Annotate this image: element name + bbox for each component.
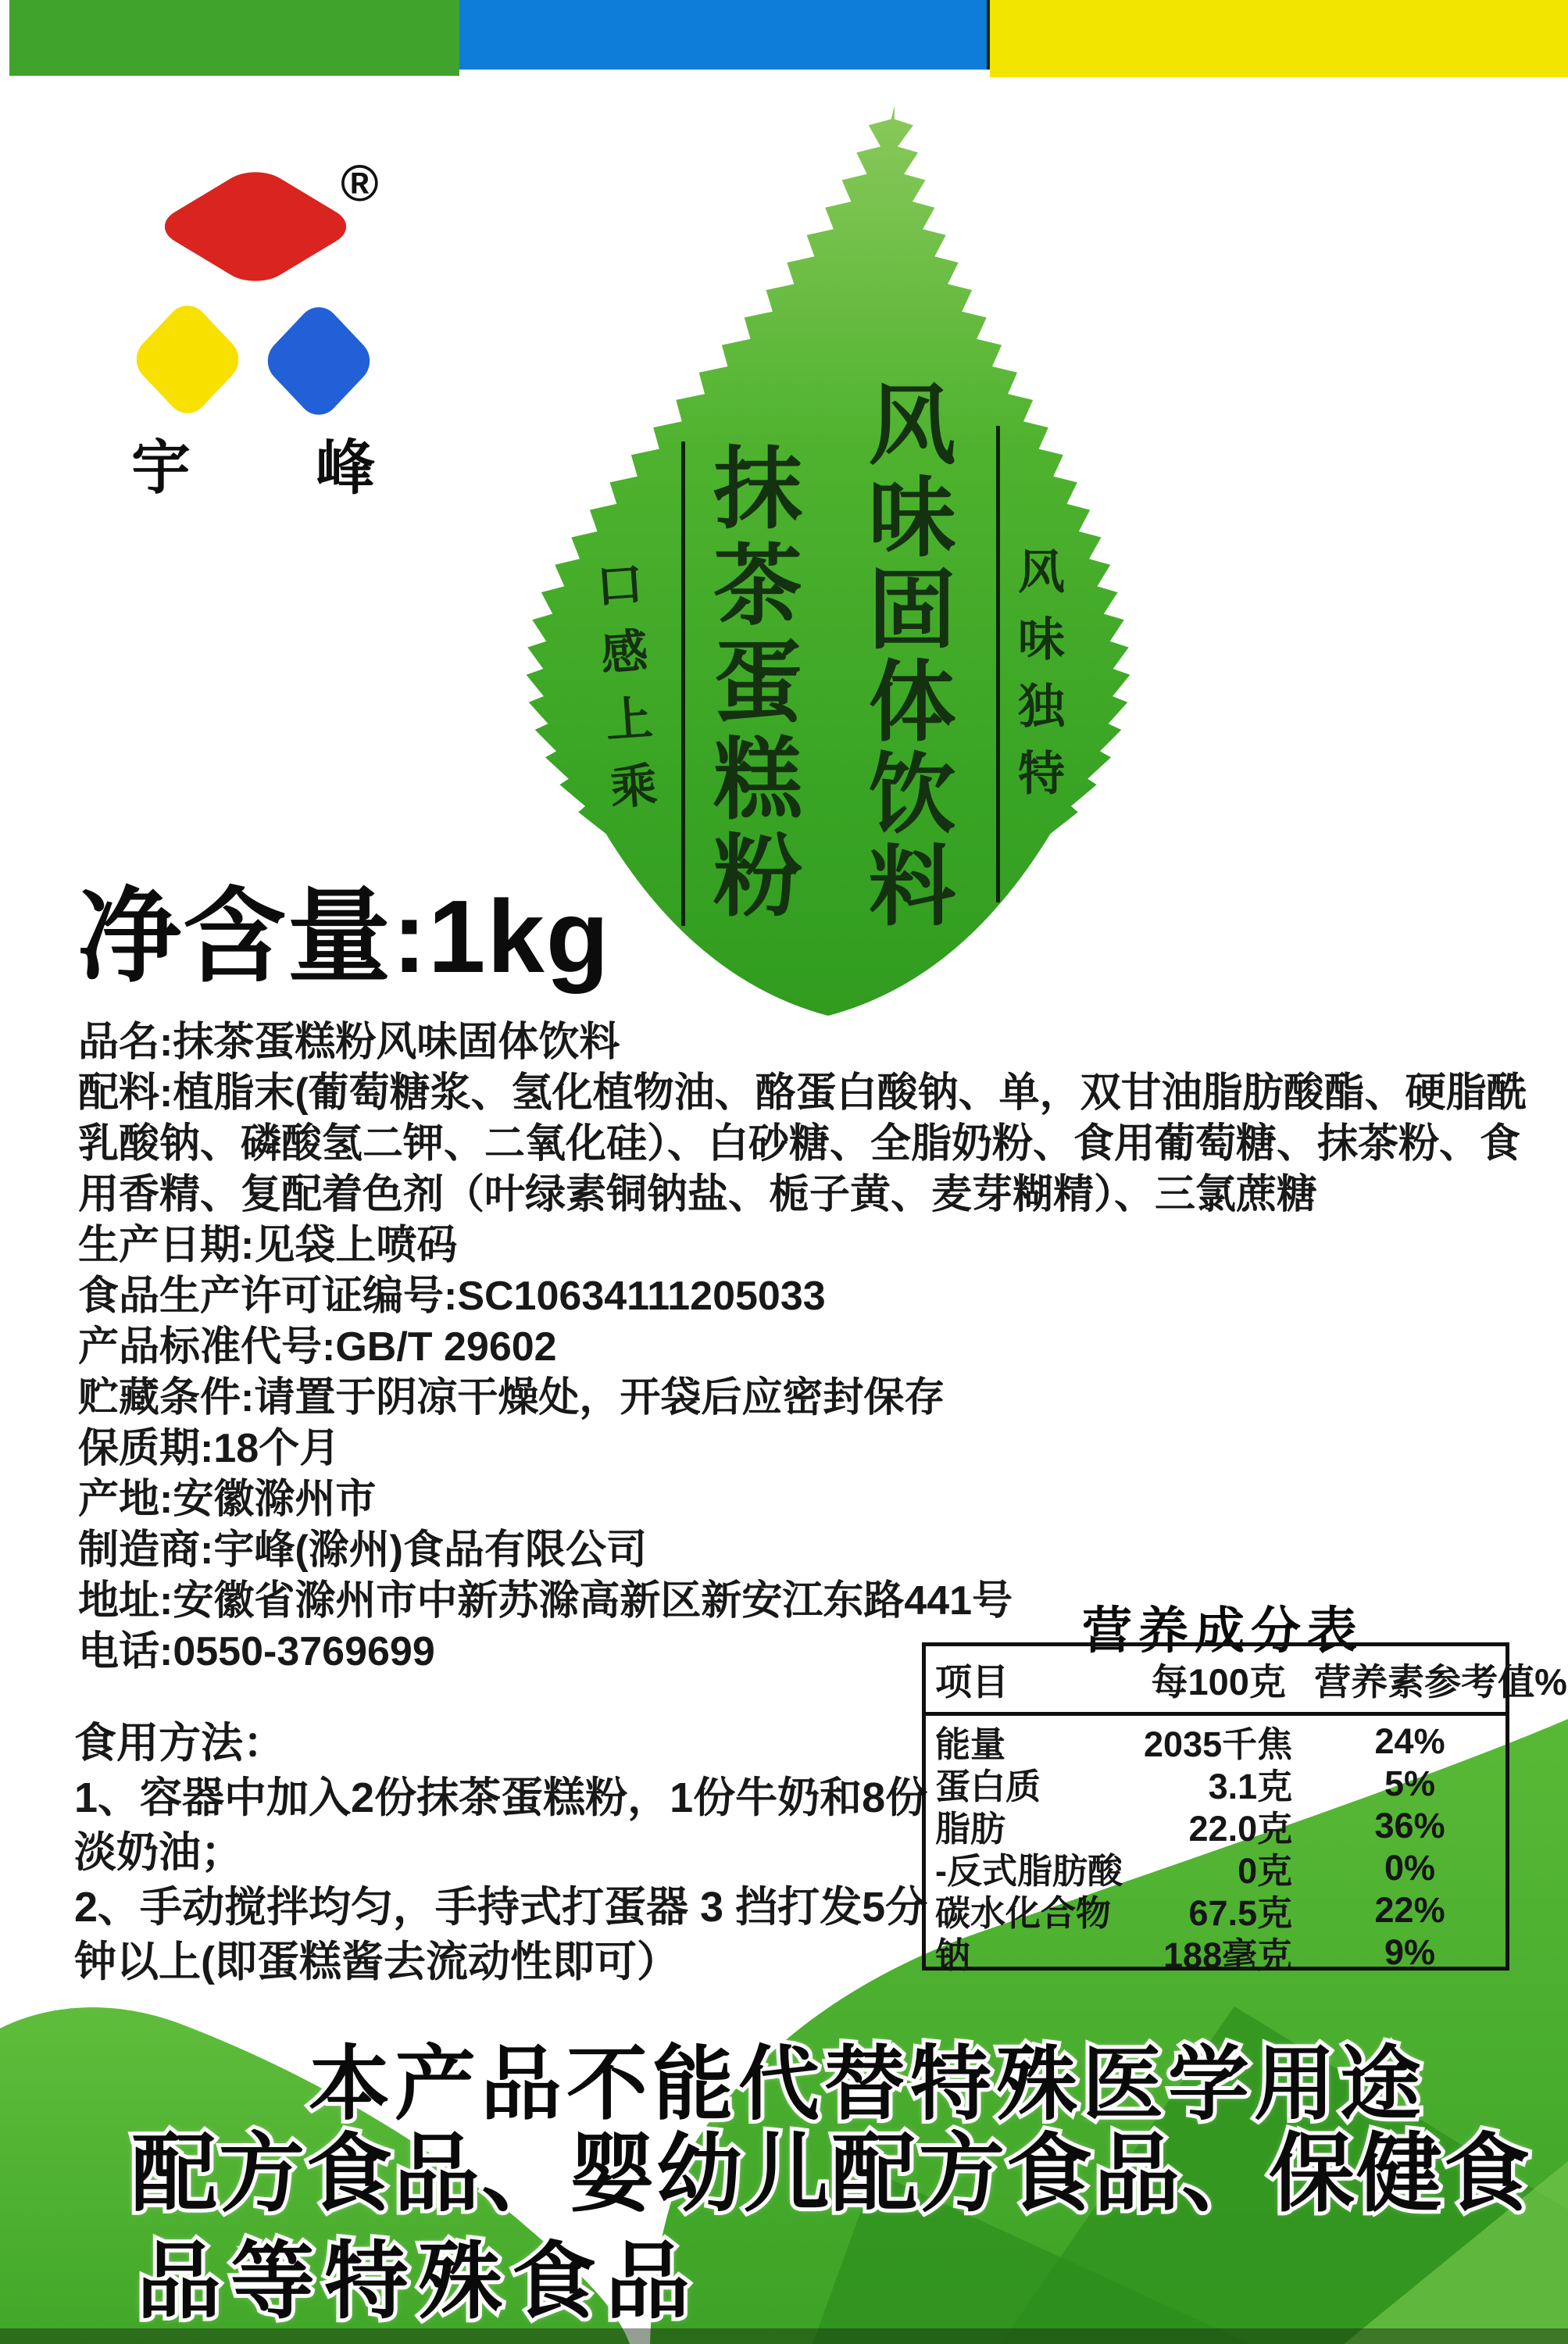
info-line: 产品标准代号:GB/T 29602 bbox=[78, 1324, 557, 1370]
nutrition-table-header bbox=[926, 1646, 1567, 1716]
nutrient-nrv: 9% bbox=[1384, 1931, 1436, 1972]
warning-line: 配方食品、婴幼儿配方食品、保健食 bbox=[131, 2126, 1531, 2222]
leaf-divider-line bbox=[681, 441, 685, 926]
nutrient-name: 脂肪 bbox=[935, 1809, 1006, 1849]
nutrition-header-per100: 每100克 bbox=[1151, 1660, 1286, 1703]
product-name-column-1: 抹茶蛋糕粉 bbox=[700, 441, 799, 926]
nutrient-value: 3.1克 bbox=[1208, 1767, 1293, 1806]
usage-line: 淡奶油； bbox=[74, 1829, 243, 1876]
nutrient-name: -反式脂肪酸 bbox=[935, 1851, 1123, 1891]
logo-cube-top-red bbox=[151, 163, 361, 289]
nutrient-value: 2035千焦 bbox=[1144, 1724, 1293, 1764]
info-line: 用香精、复配着色剂（叶绿素铜钠盐、栀子黄、麦芽糊精）、三氯蔗糖 bbox=[78, 1172, 1318, 1217]
nutrient-value: 0克 bbox=[1238, 1851, 1293, 1891]
leaf-graphic bbox=[539, 105, 1117, 1016]
nutrition-row bbox=[926, 1927, 1505, 1975]
logo-cube-left-yellow bbox=[128, 296, 248, 422]
nutrient-name: 蛋白质 bbox=[935, 1767, 1041, 1806]
top-strip-blue bbox=[459, 0, 987, 70]
info-line: 乳酸钠、磷酸氢二钾、二氧化硅）、白砂糖、全脂奶粉、食用葡萄糖、抹茶粉、食 bbox=[78, 1121, 1521, 1167]
nutrition-row bbox=[926, 1758, 1505, 1806]
info-line: 食品生产许可证编号:SC10634111205033 bbox=[78, 1274, 826, 1319]
leaf-slogan-right: 风味独特 bbox=[1012, 547, 1064, 816]
nutrient-value: 188毫克 bbox=[1163, 1935, 1293, 1975]
nutrition-title: 营养成分表 bbox=[1082, 1603, 1363, 1659]
leaf-slogan-left: 口感上乘 bbox=[588, 559, 659, 831]
brand-char-2: 峰 bbox=[316, 435, 375, 502]
brand-name bbox=[131, 420, 375, 506]
info-line: 贮藏条件:请置于阴凉干燥处，开袋后应密封保存 bbox=[78, 1375, 945, 1420]
usage-line: 1、容器中加入2份抹茶蛋糕粉，1份牛奶和8份 bbox=[74, 1774, 928, 1821]
nutrition-row bbox=[926, 1716, 1505, 1764]
info-line: 品名:抹茶蛋糕粉风味固体饮料 bbox=[78, 1020, 620, 1065]
info-line: 保质期:18个月 bbox=[78, 1426, 341, 1471]
leaf-divider-line bbox=[996, 426, 1000, 902]
warning-line: 品等特殊食品 bbox=[137, 2234, 700, 2328]
nutrient-nrv: 0% bbox=[1384, 1847, 1436, 1888]
product-info-block bbox=[78, 1017, 1563, 1678]
product-name-column-2: 风味固体饮料 bbox=[856, 379, 954, 932]
nutrient-nrv: 36% bbox=[1374, 1805, 1445, 1846]
usage-line: 钟以上(即蛋糕酱去流动性即可） bbox=[74, 1938, 679, 1985]
warning-line: 本产品不能代替特殊医学用途 bbox=[309, 2039, 1427, 2130]
nutrition-header-nrv: 营养素参考值% bbox=[1314, 1660, 1567, 1703]
net-weight: 净含量:1kg bbox=[78, 879, 611, 994]
registered-trademark-icon: ® bbox=[341, 154, 379, 212]
info-line: 产地:安徽滁州市 bbox=[78, 1477, 377, 1522]
usage-line: 2、手动搅拌均匀，手持式打蛋器 3 挡打发5分 bbox=[74, 1884, 928, 1931]
info-line: 生产日期:见袋上喷码 bbox=[78, 1223, 458, 1268]
nutrition-row bbox=[926, 1842, 1505, 1891]
info-line: 制造商:宇峰(滁州)食品有限公司 bbox=[78, 1528, 647, 1573]
nutrient-name: 碳水化合物 bbox=[935, 1893, 1112, 1933]
nutrient-value: 67.5克 bbox=[1188, 1893, 1293, 1933]
nutrition-table bbox=[922, 1642, 1567, 1975]
usage-title: 食用方法： bbox=[74, 1720, 285, 1767]
info-line: 配料:植脂末(葡萄糖浆、氢化植物油、酪蛋白酸钠、单，双甘油脂肪酸酯、硬脂酰 bbox=[78, 1070, 1527, 1116]
nutrient-name: 钠 bbox=[935, 1935, 971, 1975]
nutrition-row bbox=[926, 1885, 1505, 1933]
nutrition-row bbox=[926, 1800, 1505, 1849]
nutrient-nrv: 5% bbox=[1384, 1763, 1436, 1803]
logo-cube-right-blue bbox=[259, 298, 379, 423]
nutrient-name: 能量 bbox=[935, 1724, 1006, 1764]
brand-char-1: 宇 bbox=[131, 435, 191, 502]
nutrient-value: 22.0克 bbox=[1188, 1809, 1293, 1849]
top-strip-green bbox=[9, 0, 459, 76]
nutrient-nrv: 24% bbox=[1374, 1720, 1445, 1761]
info-line: 地址:安徽省滁州市中新苏滁高新区新安江东路441号 bbox=[78, 1578, 1013, 1624]
nutrient-nrv: 22% bbox=[1374, 1889, 1445, 1930]
info-line: 电话:0550-3769699 bbox=[78, 1629, 435, 1674]
nutrition-header-item: 项目 bbox=[935, 1660, 1009, 1703]
top-strip-yellow bbox=[990, 0, 1568, 77]
